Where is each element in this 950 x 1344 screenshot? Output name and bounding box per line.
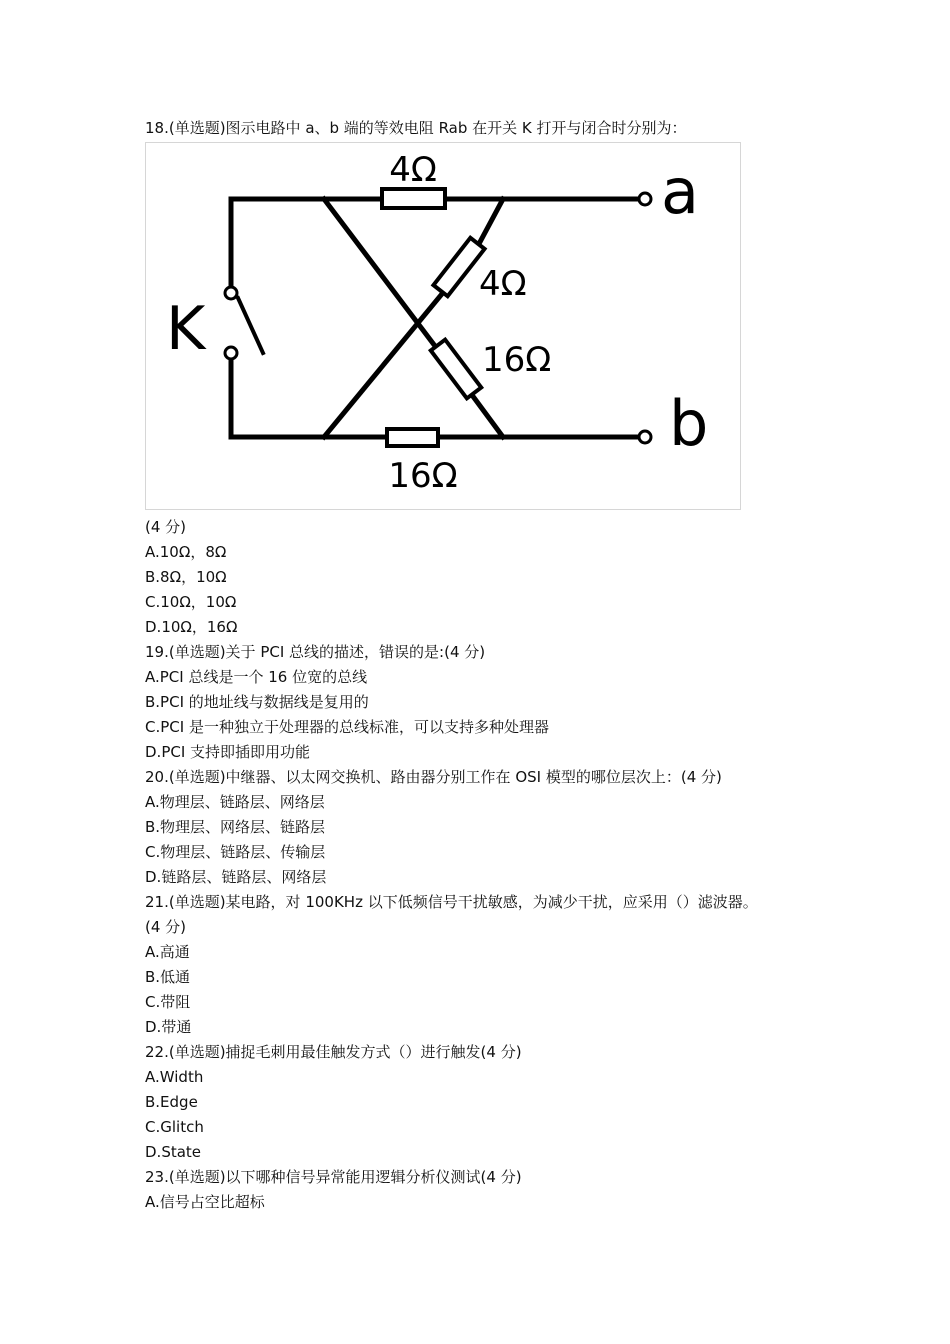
resistor-bottom (387, 429, 438, 446)
option-19-d[interactable]: D.PCI 支持即插即用功能 (145, 743, 311, 761)
switch-contact-bottom (225, 347, 237, 359)
resistor-diagonal-b (431, 340, 481, 399)
option-20-b[interactable]: B.物理层、网络层、链路层 (145, 818, 326, 836)
option-19-a[interactable]: A.PCI 总线是一个 16 位宽的总线 (145, 668, 368, 686)
diagonal-down-lower (472, 395, 503, 437)
question-21-prompt: 21.(单选题)某电路，对 100KHz 以下低频信号干扰敏感，为减少干扰，应采用（）滤波器。 (145, 893, 758, 911)
resistor-bottom-label: 16Ω (388, 456, 458, 496)
circuit-diagram (146, 143, 740, 509)
diagonal-down-upper (324, 199, 438, 350)
resistor-diagonal-b-label: 16Ω (482, 340, 552, 380)
option-18-c[interactable]: C.10Ω，10Ω (145, 593, 237, 611)
option-20-c[interactable]: C.物理层、链路层、传输层 (145, 843, 326, 861)
question-22-prompt: 22.(单选题)捕捉毛刺用最佳触发方式（）进行触发(4 分) (145, 1043, 522, 1061)
terminal-b-label: b (669, 387, 709, 460)
terminal-b-node (639, 431, 651, 443)
resistor-top-label: 4Ω (389, 150, 437, 190)
question-19-prompt: 19.(单选题)关于 PCI 总线的描述，错误的是:(4 分) (145, 643, 486, 661)
resistor-top (382, 189, 445, 208)
option-22-a[interactable]: A.Width (145, 1068, 204, 1086)
question-21-score: (4 分) (145, 918, 187, 936)
option-22-c[interactable]: C.Glitch (145, 1118, 204, 1136)
question-18-score: (4 分) (145, 518, 187, 536)
question-23-prompt: 23.(单选题)以下哪种信号异常能用逻辑分析仪测试(4 分) (145, 1168, 522, 1186)
resistor-diagonal-a-label: 4Ω (479, 264, 527, 304)
option-20-a[interactable]: A.物理层、链路层、网络层 (145, 793, 325, 811)
question-18-prompt: 18.(单选题)图示电路中 a、b 端的等效电阻 Rab 在开关 K 打开与闭合时分别为： (145, 119, 687, 137)
switch-blade (238, 298, 263, 353)
exam-content (145, 116, 825, 1215)
question-20-prompt: 20.(单选题)中继器、以太网交换机、路由器分别工作在 OSI 模型的哪位层次上：(4 分) (145, 768, 722, 786)
option-22-d[interactable]: D.State (145, 1143, 202, 1161)
option-21-c[interactable]: C.带阻 (145, 993, 191, 1011)
option-18-d[interactable]: D.10Ω，16Ω (145, 618, 238, 636)
circuit-figure (145, 142, 741, 510)
terminal-a-node (639, 193, 651, 205)
switch-label: K (166, 294, 206, 364)
option-20-d[interactable]: D.链路层、链路层、网络层 (145, 868, 327, 886)
option-18-b[interactable]: B.8Ω，10Ω (145, 568, 227, 586)
option-18-a[interactable]: A.10Ω，8Ω (145, 543, 227, 561)
option-21-b[interactable]: B.低通 (145, 968, 191, 986)
option-19-b[interactable]: B.PCI 的地址线与数据线是复用的 (145, 693, 369, 711)
switch-contact-top (225, 287, 237, 299)
resistor-diagonal-a (433, 238, 484, 296)
terminal-a-label: a (661, 155, 699, 228)
option-23-a[interactable]: A.信号占空比超标 (145, 1193, 265, 1211)
option-22-b[interactable]: B.Edge (145, 1093, 198, 1111)
option-21-d[interactable]: D.带通 (145, 1018, 192, 1036)
option-19-c[interactable]: C.PCI 是一种独立于处理器的总线标准，可以支持多种处理器 (145, 718, 549, 736)
option-21-a[interactable]: A.高通 (145, 943, 190, 961)
diagonal-up-lower (324, 289, 446, 437)
